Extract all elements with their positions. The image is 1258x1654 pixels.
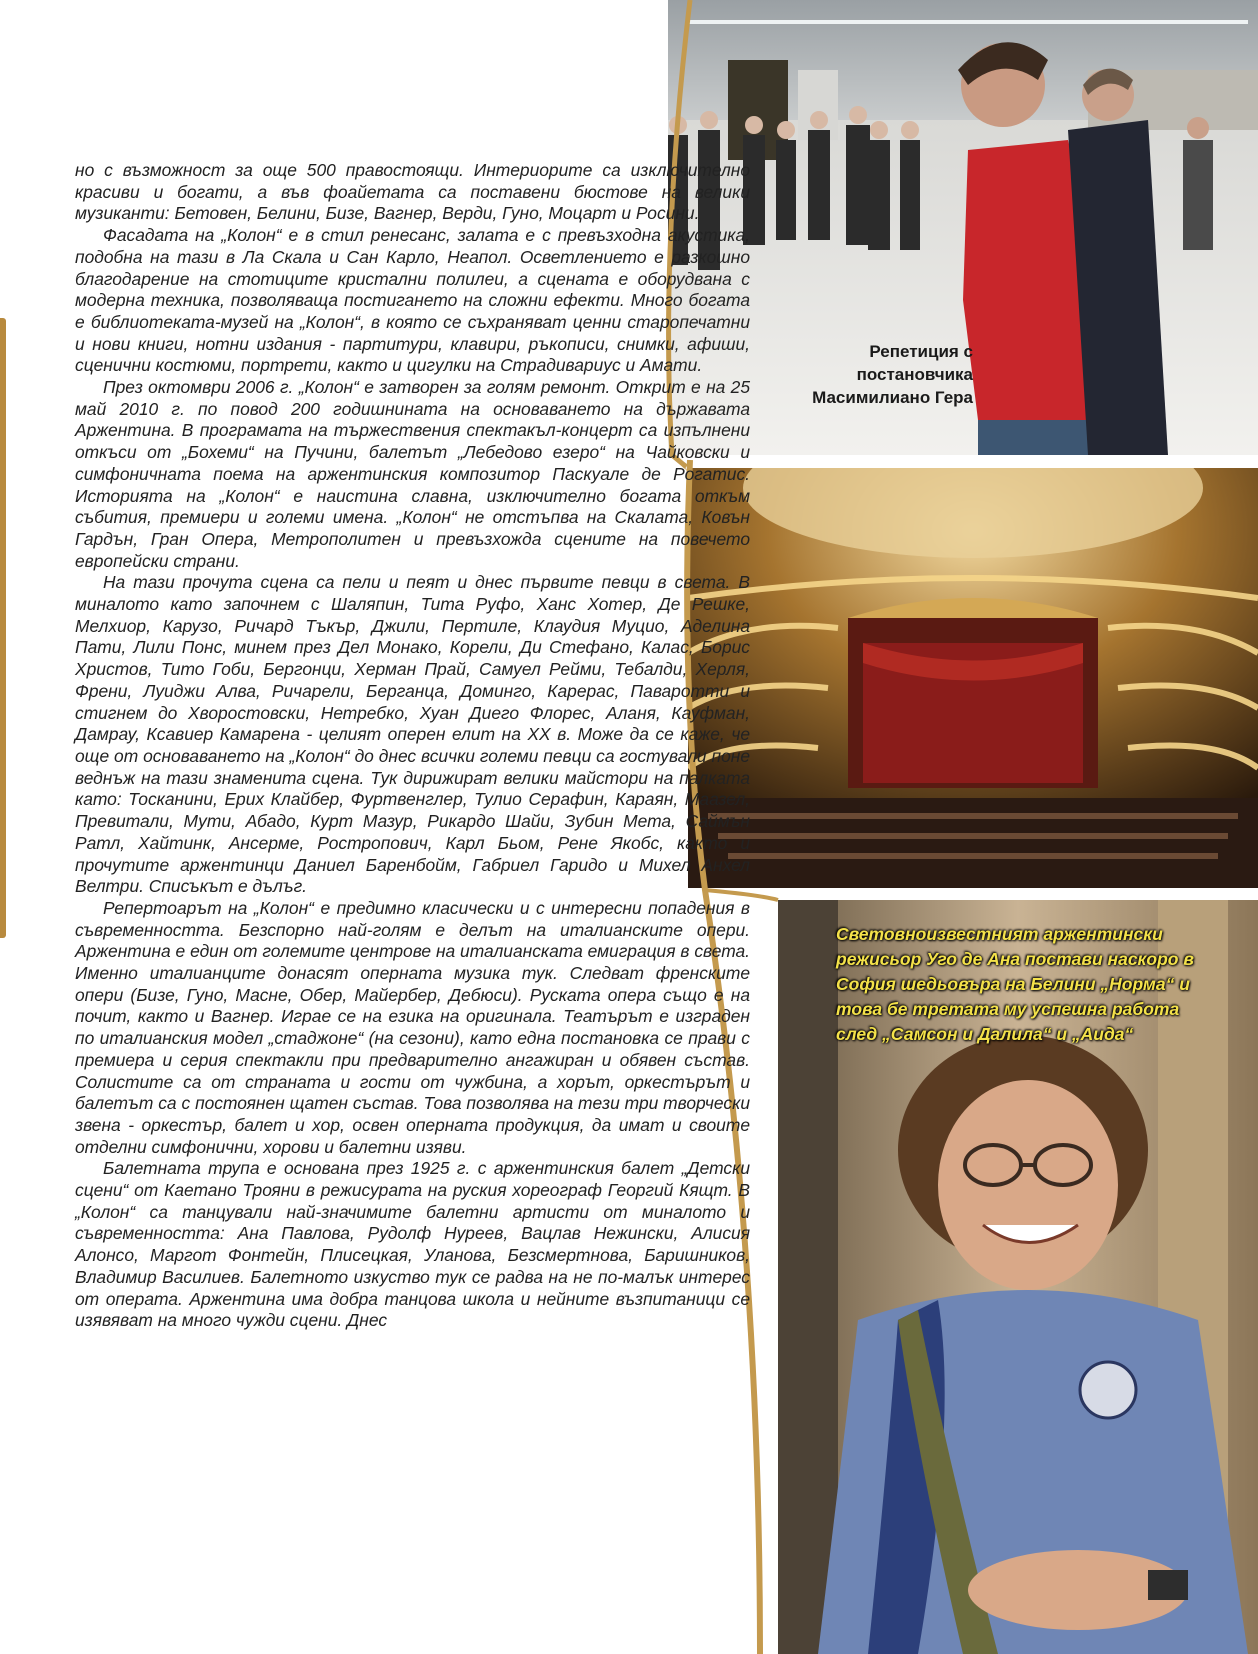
article-paragraph: На тази прочута сцена са пели и пеят и днес първите певци в света. В миналото като започнем с Шаляпин, Тита Руфо, Ханс Хотер, Де Решке, Мелхиор, Карузо, Ричард Тъкър, Джили, Пертиле, Клаудия Муцио, Аделина Пати, Лили Понс, минем през Дел Монако, Корели, Ди Стефано, Калас, Борис Христов, Тито Гоби, Бергонци, Херман Прай, Самуел Рейми, Тебалди, Херля, Френи, Луиджи Алва, Ричарели, Берганца, Доминго, Карерас, Паваротти и стигнем до Хворостовски, Нетребко, Хуан Диего Флорес, Аланя, Кауфман, Дамрау, Ксавиер Камарена - целият оперен елит на XX в. Може да се каже, че още от основаването на „Колон“ до днес всички големи певци са гостували поне веднъж на тази знаменита сцена. Тук дирижират велики майстори на палката като: Тосканини, Ерих Клайбер, Фуртвенглер, Тулио Серафин, Караян, Маазел, Превитали, Мути, Абадо, Курт Мазур, Рикардо Шайи, Зубин Мета, Саймън Ратл, Хайтинк, Ансерме, Ростропович, Карл Бьом, Рене Якобс, както и прочутите аржентинци Даниел Баренбойм, Габриел Гаридо и Михел Анхел Велтри. Списъкът е дълъг. — [75, 572, 750, 897]
rehearsal-caption: Репетиция с постановчика Масимилиано Гера — [812, 342, 973, 407]
gold-side-rule — [0, 318, 6, 938]
article-paragraph: Репертоарът на „Колон“ е предимно класически и с интересни попадения в съвременността. Безспорно най-голям е делът на италианските опери. Аржентина е един от големите центрове на италианската емиграция в света. Именно италианците донасят оперната музика тук. Следват френските опери (Бизе, Гуно, Масне, Обер, Майербер, Дебюси). Руската опера също е на почит, както и Вагнер. Играе се на езика на оригинала. Театърът е изграден по италианския модел „стаджоне“ (на сезони), като една постановка се прави с премиера и серия спектакли при предварително ангажиран и обявен състав. Солистите са от страната и гости от чужбина, а хорът, оркестърът и балетът са с постоянен щатен състав. Това позволява на тези три творчески звена - оркестър, балет и хор, освен оперната продукция, да имат и своите отделни симфонични, хорови и балетни изяви. — [75, 897, 750, 1157]
theatre-interior-photo — [688, 468, 1258, 888]
portrait-caption: Световноизвестният аржентински режисьор Уго де Ана постави наскоро в София шедьовъра на Белини „Норма“ и това бе третата му успешна работа след „Самсон и Далила“ и „Аида“ — [836, 924, 1194, 1044]
article-body — [75, 160, 750, 1332]
article-paragraph: През октомври 2006 г. „Колон“ е затворен за голям ремонт. Открит е на 25 май 2010 г. по повод 200 годишнината на основаването на държавата Аржентина. В програмата на тържествения спектакъл-концерт са изпълнени откъси от „Бохеми“ на Пучини, балетът „Лебедово езеро“ на Чайковски и симфоничната поема на аржентинския композитор Паскуале де Рогатис. Историята на „Колон“ е наистина славна, изключително богата откъм събития, премиери и големи имена. „Колон“ не отстъпва на Скалата, Ковън Гардън, Гран Опера, Метрополитен и превъзхожда сцените на повечето европейски страни. — [75, 377, 750, 571]
article-paragraph: Балетната трупа е основана през 1925 г. с аржентинския балет „Детски сцени“ от Каетано Трояни в режисурата на руския хореограф Георгий Кящт. В „Колон“ са танцували най-значимите балетни артисти от миналото и съвременността: Ана Павлова, Рудолф Нуреев, Вацлав Нежински, Алисия Алонсо, Маргот Фонтейн, Плисецкая, Уланова, Безсмертнова, Баришников, Владимир Василиев. Балетното изкуство тук се радва на не по-малък интерес от операта. Аржентина има добра танцова школа и нейните възпитаници се изявяват на много чужди сцени. Днес — [75, 1158, 750, 1331]
article-paragraph: но с възможност за още 500 правостоящи. Интериорите са изключително красиви и богати, а във фоайетата са поставени бюстове на велики музиканти: Бетовен, Белини, Бизе, Вагнер, Верди, Гуно, Моцарт и Росини. — [75, 160, 750, 224]
article-paragraph: Фасадата на „Колон“ е в стил ренесанс, залата е с превъзходна акустика, подобна на тази в Ла Скала и Сан Карло, Неапол. Осветлението е разкошно благодарение на стотиците кристални полилеи, а сцената е оборудвана с модерна техника, позволяваща постигането на сложни ефекти. Много богата е библиотеката-музей на „Колон“, в която се съхраняват ценни старопечатни и нови книги, нотни издания - партитури, клавири, ръкописи, снимки, афиши, сценични костюми, портрети, както и цигулки на Страдивариус и Амати. — [75, 225, 750, 376]
